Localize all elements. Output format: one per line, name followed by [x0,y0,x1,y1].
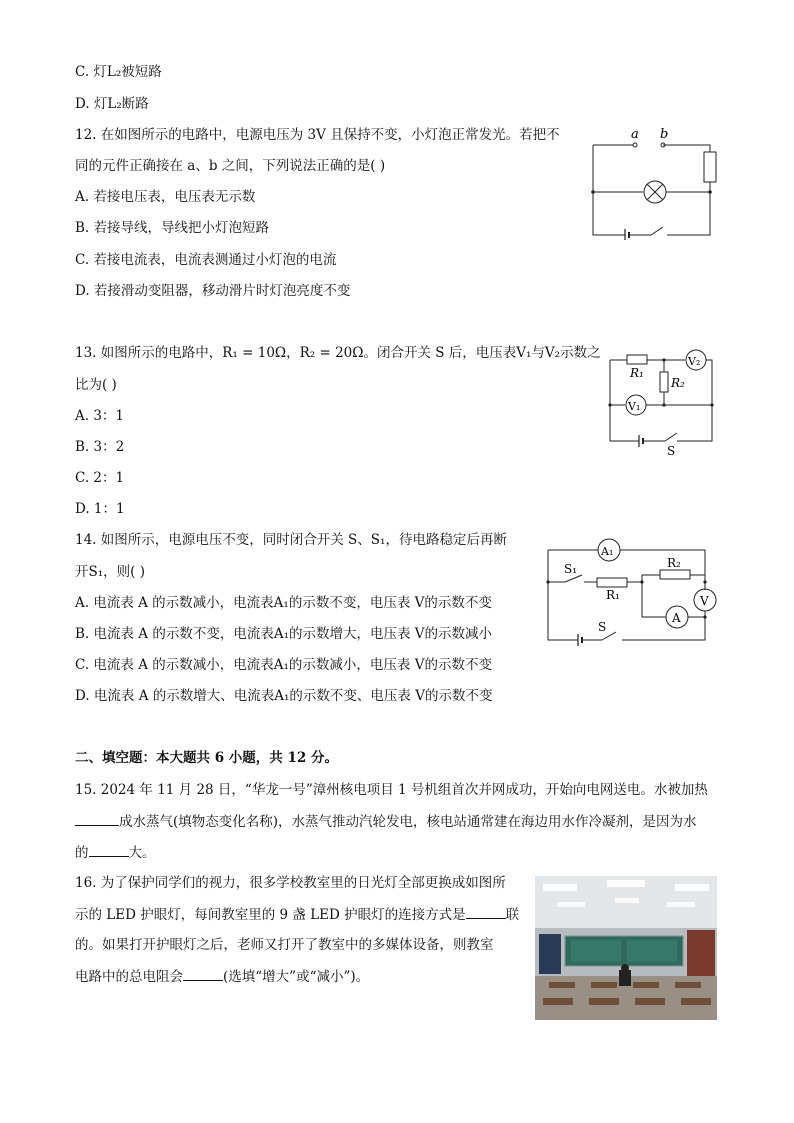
q14-option-a: A. 电流表 A 的示数减小，电流表A₁的示数不变，电压表 V的示数不变 [75,595,492,611]
q12-circuit-diagram [585,125,725,244]
q13-option-a: A. 3：1 [75,408,125,424]
q15-line3-suffix: 大。 [128,845,156,861]
q14-option-b: B. 电流表 A 的示数不变，电流表A₁的示数增大，电压表 V的示数减小 [75,626,493,642]
q14-label-s1: S₁ [564,562,578,576]
q14-stem-line1: 14. 如图所示，电源电压不变，同时闭合开关 S、S₁，待电路稳定后再断 [75,532,507,548]
q13-stem-line1: 13. 如图所示的电路中，R₁ = 10Ω，R₂ = 20Ω。闭合开关 S 后，电压表V₁与V₂示数之 [75,345,601,361]
q12-label-a: a [631,127,639,142]
q15-blank-2[interactable] [89,842,129,857]
q14-circuit-diagram [540,535,725,654]
q14-stem-line2: 开S₁，则( ) [75,564,145,580]
q13-stem-line2: 比为( ) [75,377,117,393]
q12-stem-line2: 同的元件正确接在 a、b 之间，下列说法正确的是( ) [75,158,386,174]
q13-label-v2: V₂ [688,355,701,368]
q15-line3-prefix: 的 [75,845,89,861]
q16-blank-1[interactable] [466,904,506,919]
q15-line2 [75,811,697,832]
q11-option-c: C. 灯L₂被短路 [75,64,162,80]
q13-label-v1: V₁ [628,400,641,413]
q16-blank-2[interactable] [183,966,223,981]
q16-line4-prefix: 电路中的总电阻会 [75,969,183,985]
q15-blank-1[interactable] [75,811,119,826]
q13-label-r1: R₁ [630,366,644,380]
q16-line4-suffix: (选填“增大”或“减小”)。 [223,969,370,985]
q14-label-v: V [700,594,709,608]
q16-line2 [75,904,519,925]
q13-circuit-diagram [605,345,720,464]
q12-option-a: A. 若接电压表，电压表无示数 [75,189,256,205]
q15-line3 [75,842,156,863]
q16-line2-text: 示的 LED 护眼灯，每间教室里的 9 盏 LED 护眼灯的连接方式是 [75,907,466,923]
q15-line2-text: 成水蒸气(填物态变化名称)，水蒸气推动汽轮发电，核电站通常建在海边用水作冷凝剂，是因为水 [119,814,697,830]
q16-line2-suffix: 联 [505,907,520,923]
q16-line4 [75,966,369,987]
q14-label-r2: R₂ [667,556,681,570]
q16-line3: 的。如果打开护眼灯之后，老师又打开了教室中的多媒体设备，则教室 [75,937,494,953]
q12-stem-line1: 12. 在如图所示的电路中，电源电压为 3V 且保持不变，小灯泡正常发光。若把不 [75,127,560,143]
q16-line1: 16. 为了保护同学们的视力，很多学校教室里的日光灯全部更换成如图所 [75,875,506,891]
q13-option-b: B. 3：2 [75,439,125,455]
q15-line1: 15. 2024 年 11 月 28 日，“华龙一号”漳州核电项目 1 号机组首次并网成功，开始向电网送电。水被加热 [75,782,708,798]
q14-label-s: S [598,620,607,634]
q14-label-r1: R₁ [606,588,620,602]
q14-label-a1: A₁ [601,545,614,558]
q12-option-c: C. 若接电流表，电流表测通过小灯泡的电流 [75,252,337,268]
q12-option-d: D. 若接滑动变阻器，移动滑片时灯泡亮度不变 [75,283,351,299]
classroom-photo [535,876,717,1020]
q13-option-c: C. 2：1 [75,470,125,486]
q14-option-c: C. 电流表 A 的示数减小，电流表A₁的示数减小，电压表 V的示数不变 [75,657,492,673]
section-heading: 二、填空题：本大题共 6 小题，共 12 分。 [75,750,338,766]
q14-label-a: A [672,611,681,625]
q13-option-d: D. 1：1 [75,501,125,517]
q12-option-b: B. 若接导线，导线把小灯泡短路 [75,220,270,236]
q13-label-s: S [667,444,676,458]
q12-label-b: b [660,127,669,142]
q13-label-r2: R₂ [671,376,685,390]
q11-option-d: D. 灯L₂断路 [75,96,149,112]
q14-option-d: D. 电流表 A 的示数增大、电流表A₁的示数不变、电压表 V的示数不变 [75,688,493,704]
